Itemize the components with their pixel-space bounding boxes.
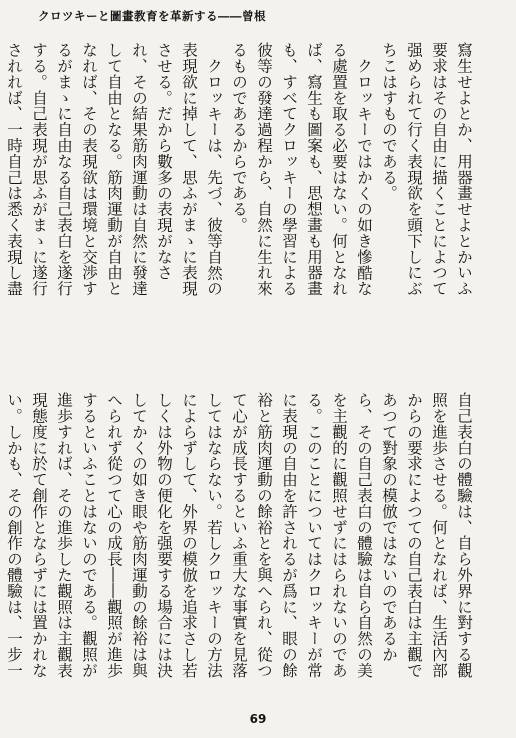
lower-text-block: [5, 392, 476, 692]
upper-text-block: [5, 42, 476, 310]
page-number: 69: [249, 712, 267, 726]
running-head: クロツキーと圖畫教育を革新する――曾根: [38, 9, 266, 23]
paragraph: クロッキーではかくの如き慘酷なる處置を取る必要はない。何となれば、寫生も圖案も、思想畫も用器畫も、すべてクロッキーの學習による彼等の發達過程から、自然に生れ來るものであるからである。: [230, 42, 373, 297]
paragraph: 自己表白の體驗は、自ら外界に對する觀照を進歩させる。何となれば、生活內部からの要求によつての自己表白は主觀であつて對象の模倣ではないのであるから、その自己表白の體驗は自ら自然の美を主觀的に觀照せずにはられないのである。このことについてはクロッキーが常に表現の自由を許されるが爲に、眼の餘裕と筋肉運動の餘裕とを與へられ、從つて心が成長するといふ重大な事實を見落してはならない。若しクロッキーの方法によらずして、外界の模倣を追求さし若しくは外物の便化を强要する場合には決してかくの如き眼や筋肉運動の餘裕は與へられず從つて心の成長――觀照が進歩するといふことはないのである。觀照が進歩すれば、その進歩した觀照は主觀表現態度に於て創作とならずには置かれない。しかも、その創作の體驗は、一步一: [5, 392, 473, 679]
paragraph: クロッキーは、先づ、彼等自然の表現欲に掉して、思ふがまゝに表現させる。だから數多の表現がなされ、その結果筋肉運動は自然に發達して自由となる。筋肉運動が自由となれば、その表現欲は環境と交渉するがまゝに自由なる自己表白を遂行する。自己表現が思ふがまゝに遂行されれば、一時自己は悉く表現し盡: [5, 42, 223, 297]
paragraph: 寫生せよとか、用器畫せよとかいふ要求はその自由に描くことによつて强められて行く表現欲を頭下しにぶちこはすものである。: [380, 42, 473, 297]
